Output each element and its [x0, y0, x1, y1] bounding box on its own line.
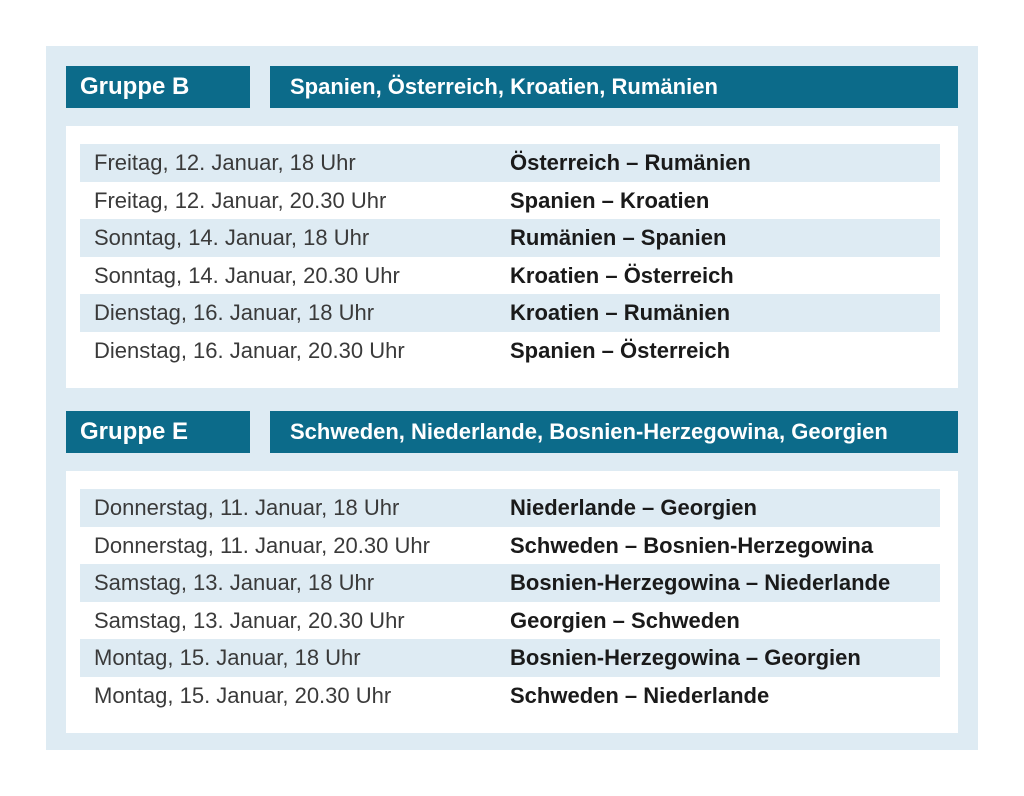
match-date: Freitag, 12. Januar, 18 Uhr — [94, 150, 356, 175]
match-row — [80, 144, 940, 182]
match-date: Montag, 15. Januar, 18 Uhr — [94, 645, 361, 670]
match-teams: Kroatien – Österreich — [510, 262, 734, 288]
group-b-panel — [66, 126, 958, 388]
match-date: Sonntag, 14. Januar, 20.30 Uhr — [94, 262, 400, 288]
match-date: Sonntag, 14. Januar, 18 Uhr — [94, 225, 370, 250]
group-e-teams: Schweden, Niederlande, Bosnien-Herzegowina, Georgien — [270, 411, 958, 453]
match-teams: Schweden – Bosnien-Herzegowina — [510, 532, 874, 558]
match-date: Dienstag, 16. Januar, 18 Uhr — [94, 300, 375, 325]
match-row — [80, 332, 940, 370]
match-date: Dienstag, 16. Januar, 20.30 Uhr — [94, 337, 405, 363]
match-date: Montag, 15. Januar, 20.30 Uhr — [94, 682, 392, 708]
match-teams: Österreich – Rumänien — [510, 150, 751, 175]
match-row — [80, 527, 940, 565]
group-e-label: Gruppe E — [66, 411, 250, 453]
group-e-match-list — [80, 489, 940, 714]
match-row — [80, 639, 940, 677]
match-teams: Spanien – Österreich — [510, 337, 731, 363]
match-teams: Schweden – Niederlande — [510, 682, 770, 708]
match-teams: Kroatien – Rumänien — [510, 300, 731, 325]
group-e-panel — [66, 471, 958, 733]
match-teams: Niederlande – Georgien — [510, 495, 757, 520]
match-row — [80, 489, 940, 527]
match-teams: Bosnien-Herzegowina – Niederlande — [510, 570, 891, 595]
schedule-frame — [46, 46, 978, 750]
match-row — [80, 677, 940, 715]
match-date: Donnerstag, 11. Januar, 20.30 Uhr — [94, 532, 430, 558]
match-teams: Rumänien – Spanien — [510, 225, 727, 250]
match-row — [80, 564, 940, 602]
match-teams: Bosnien-Herzegowina – Georgien — [510, 645, 861, 670]
match-row — [80, 219, 940, 257]
match-date: Samstag, 13. Januar, 18 Uhr — [94, 570, 375, 595]
match-row — [80, 294, 940, 332]
match-teams: Spanien – Kroatien — [510, 187, 710, 213]
group-b-teams: Spanien, Österreich, Kroatien, Rumänien — [270, 66, 958, 108]
match-row — [80, 182, 940, 220]
match-date: Freitag, 12. Januar, 20.30 Uhr — [94, 187, 387, 213]
match-date: Donnerstag, 11. Januar, 18 Uhr — [94, 495, 400, 520]
match-date: Samstag, 13. Januar, 20.30 Uhr — [94, 607, 405, 633]
match-row — [80, 257, 940, 295]
group-b-match-list — [80, 144, 940, 369]
match-row — [80, 602, 940, 640]
match-teams: Georgien – Schweden — [510, 607, 740, 633]
group-b-label: Gruppe B — [66, 66, 250, 108]
